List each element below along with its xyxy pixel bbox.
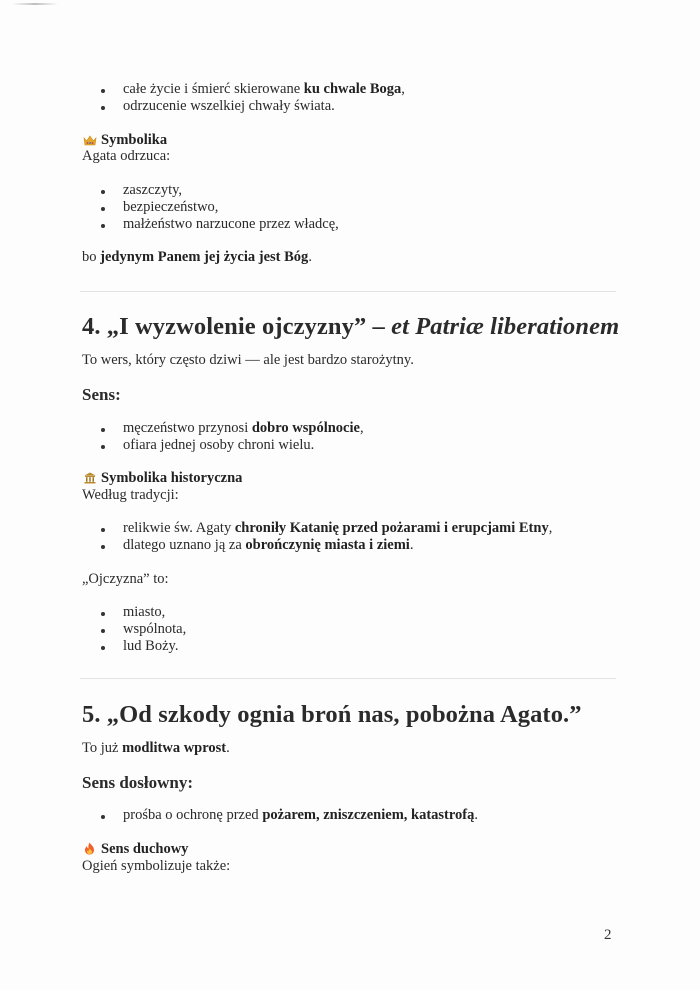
section-4-intro: To wers, który często dziwi — ale jest bardzo starożytny. [82, 352, 414, 368]
symbolika-closing: bo jedynym Panem jej życia jest Bóg. [82, 249, 312, 265]
list-item: relikwie św. Agaty chroniły Katanię przed pożarami i erupcjami Etny, [100, 520, 552, 537]
literal-sense-heading: Sens dosłowny: [82, 773, 194, 792]
symbolika-list [100, 182, 339, 233]
sens-heading: Sens: [82, 385, 121, 404]
list-item: miasto, [100, 604, 186, 621]
section-divider [80, 678, 616, 679]
literal-sense-list [100, 807, 478, 824]
section-5-heading: 5. „Od szkody ognia broń nas, pobożna Agato.” [82, 701, 582, 728]
list-item: ofiara jednej osoby chroni wielu. [100, 437, 364, 454]
ojczyzna-list [100, 604, 186, 655]
ojczyzna-lead: „Ojczyzna” to: [82, 571, 169, 587]
list-item: lud Boży. [100, 638, 186, 655]
list-item: małżeństwo narzucone przez władcę, [100, 216, 339, 233]
section-divider [80, 291, 616, 292]
classical-building-icon [82, 469, 97, 487]
list-item: całe życie i śmierć skierowane ku chwale Boga, [100, 81, 405, 98]
list-item: odrzucenie wszelkiej chwały świata. [100, 98, 405, 115]
section-5-intro: To już modlitwa wprost. [82, 740, 230, 756]
list-item: prośba o ochronę przed pożarem, zniszczeniem, katastrofą. [100, 807, 478, 824]
historical-lead: Według tradycji: [82, 487, 179, 503]
symbolika-lead: Agata odrzuca: [82, 148, 171, 164]
sens-list [100, 420, 364, 454]
list-item: zaszczyty, [100, 182, 339, 199]
historical-list [100, 520, 552, 554]
intro-list [100, 81, 405, 115]
fire-icon [82, 840, 97, 858]
symbolika-heading: Symbolika [82, 131, 167, 149]
list-item: wspólnota, [100, 621, 186, 638]
section-4-heading: 4. „I wyzwolenie ojczyzny” – et Patriæ liberationem [82, 313, 620, 340]
historical-symbolism-heading: Symbolika historyczna [82, 469, 242, 487]
scan-artifact [12, 3, 58, 5]
list-item: męczeństwo przynosi dobro wspólnocie, [100, 420, 364, 437]
list-item: bezpieczeństwo, [100, 199, 339, 216]
spiritual-sense-lead: Ogień symbolizuje także: [82, 858, 231, 874]
list-item: dlatego uznano ją za obrończynię miasta i ziemi. [100, 537, 552, 554]
page-number: 2 [604, 927, 612, 943]
spiritual-sense-heading: Sens duchowy [82, 840, 188, 858]
